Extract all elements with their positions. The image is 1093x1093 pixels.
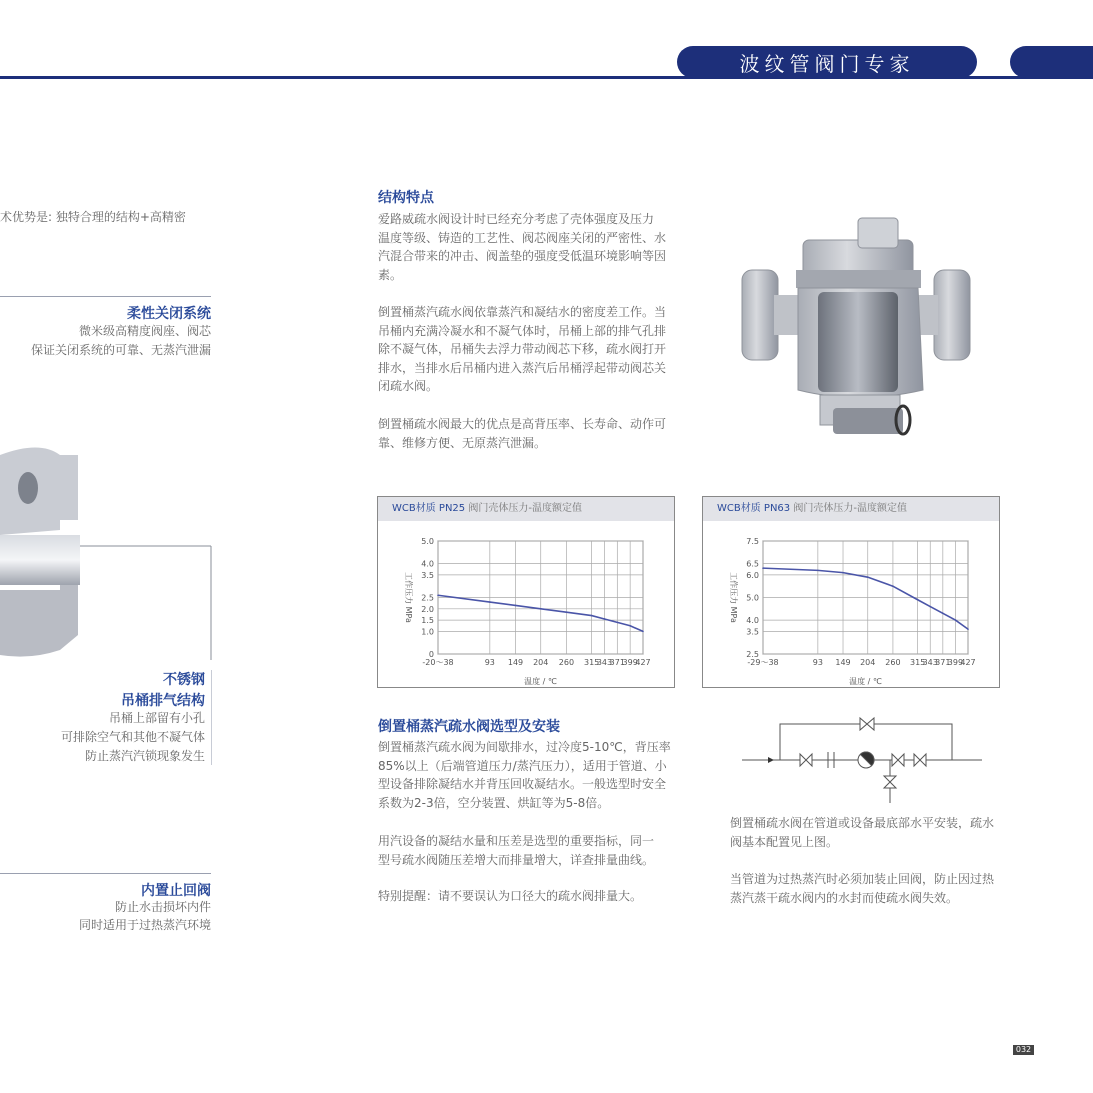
text-line: 当管道为过热蒸汽时必须加装止回阀，防止因过热 [730, 872, 995, 886]
text-line: 素。 [378, 267, 403, 282]
chart-pn63 [702, 496, 1000, 688]
structure-title: 结构特点 [378, 190, 434, 206]
feature2-line3: 防止蒸汽汽锁现象发生 [84, 749, 205, 763]
chart-pn63-plot [703, 521, 999, 687]
data-point [617, 622, 619, 624]
text-line: 倒置桶疏水阀最大的优点是高背压率、长寿命、动作可 [378, 417, 667, 431]
feature1-line1: 微米级高精度阀座、阀芯 [78, 324, 211, 338]
text-line: 系数为2-3倍，空分装置、烘缸等为5-8倍。 [378, 795, 610, 810]
feature3-rule [0, 873, 211, 874]
selection-para1 [378, 738, 671, 812]
chart-pn63-header [703, 497, 999, 521]
flange-illustration [0, 440, 215, 660]
x-tick-label: 371 [935, 658, 951, 667]
text-line: 闭疏水阀。 [378, 379, 439, 393]
left-intro: 术优势是: 独特合理的结构+高精密 [0, 210, 186, 224]
text-line: 靠、维修方便、无原蒸汽泄漏。 [378, 435, 547, 450]
feature1-line2: 保证关闭系统的可靠、无蒸汽泄漏 [30, 343, 211, 357]
x-tick-label: 427 [635, 658, 651, 667]
y-tick-label: 1.0 [421, 627, 434, 637]
structure-para2 [378, 303, 666, 396]
x-tick-label: 204 [533, 658, 549, 667]
feature2-title2: 吊桶排气结构 [121, 693, 205, 709]
x-axis-label: 温度 / ℃ [849, 677, 882, 686]
text-line: 85%以上（后端管道压力/蒸汽压力），适用于管道、小 [378, 758, 667, 773]
x-tick-label: 427 [960, 658, 976, 667]
data-point [955, 619, 957, 621]
x-tick-label: 260 [558, 658, 575, 667]
x-tick-label: 343 [922, 658, 938, 667]
y-axis-label: 工作压力 MPa [404, 572, 413, 623]
y-tick-label: 2.0 [421, 604, 434, 614]
y-tick-label: 0 [428, 650, 434, 659]
data-point [942, 613, 944, 615]
text-line: 倒置桶蒸汽疏水阀为间歇排水，过冷度5-10℃，背压率 [378, 740, 671, 754]
x-tick-label: 399 [947, 658, 964, 667]
x-tick-label: 371 [609, 658, 625, 667]
data-point [540, 608, 542, 610]
y-tick-label: 2.5 [421, 593, 434, 603]
text-line: 用汽设备的凝结水量和压差是选型的重要指标，同一 [378, 834, 655, 848]
chart-pn25-header [378, 497, 674, 521]
y-tick-label: 3.5 [746, 627, 759, 637]
feature1-title: 柔性关闭系统 [127, 306, 211, 322]
data-point [515, 605, 517, 607]
data-point [917, 599, 919, 601]
structure-para3 [378, 415, 666, 452]
x-tick-label: 399 [622, 658, 638, 667]
y-tick-label: 1.5 [421, 616, 434, 626]
x-tick-label: 149 [835, 658, 851, 667]
y-tick-label: 7.5 [746, 537, 759, 546]
data-point [437, 594, 439, 596]
x-tick-label: 315 [583, 658, 600, 667]
y-tick-label: 5.0 [421, 537, 434, 546]
y-tick-label: 4.0 [746, 616, 759, 626]
feature1-rule [0, 296, 211, 297]
install-para2 [730, 870, 994, 907]
data-point [591, 615, 593, 617]
piping-schematic [742, 708, 987, 808]
y-tick-label: 4.0 [421, 559, 434, 569]
selection-para3: 特别提醒：请不要误认为口径大的疏水阀排量大。 [378, 889, 643, 903]
y-tick-label: 6.0 [746, 570, 759, 580]
header-title: 波纹管阀门专家 [677, 46, 977, 78]
chart-pn25-title: WCB材质 PN25 [392, 503, 466, 514]
feature2-vline [211, 670, 212, 765]
feature2-title1: 不锈钢 [163, 672, 205, 688]
text-line: 型设备排除凝结水并背压回收凝结水。一般选型时安全 [378, 777, 667, 791]
x-tick-label: 204 [860, 658, 876, 667]
text-line: 汽混合带来的冲击、阀盖垫的强度受低温环境影响等因 [378, 249, 667, 263]
text-line: 型号疏水阀随压差增大而排量增大，详查排量曲线。 [378, 852, 655, 867]
data-point [867, 576, 869, 578]
selection-para2 [378, 832, 654, 869]
install-para1 [730, 814, 994, 851]
steam-trap-illustration [738, 210, 978, 450]
feature2-line2: 可排除空气和其他不凝气体 [60, 730, 205, 744]
feature3-line1: 防止水击损坏内件 [114, 900, 211, 914]
data-point [967, 628, 969, 630]
data-point [762, 567, 764, 569]
data-point [842, 572, 844, 574]
data-point [629, 625, 631, 627]
x-tick-label: 93 [812, 658, 823, 667]
structure-para1 [378, 210, 666, 284]
y-tick-label: 3.5 [421, 570, 434, 580]
x-axis-label: 温度 / ℃ [524, 677, 557, 686]
chart-pn25-plot [378, 521, 674, 687]
chart-pn25-subtitle: 阀门壳体压力-温度额定值 [468, 503, 582, 514]
y-axis-label: 工作压力 MPa [729, 572, 738, 623]
text-line: 蒸汽蒸干疏水阀内的水封而使疏水阀失效。 [730, 890, 959, 905]
x-tick-label: -29～38 [747, 658, 779, 667]
data-point [817, 570, 819, 572]
data-point [892, 585, 894, 587]
selection-title: 倒置桶蒸汽疏水阀选型及安装 [378, 719, 560, 735]
x-tick-label: 260 [885, 658, 901, 667]
x-tick-label: 149 [507, 658, 524, 667]
y-tick-label: 2.5 [746, 650, 759, 659]
x-tick-label: -20～38 [422, 658, 454, 667]
header-tab-decoration [1010, 46, 1093, 78]
feature2-line1: 吊桶上部留有小孔 [108, 711, 205, 725]
text-line: 倒置桶疏水阀在管道或设备最底部水平安装，疏水 [730, 816, 995, 830]
page-number: 032 [1013, 1045, 1034, 1055]
data-point [489, 601, 491, 603]
text-line: 阀基本配置见上图。 [730, 834, 839, 849]
text-line: 倒置桶蒸汽疏水阀依靠蒸汽和凝结水的密度差工作。当 [378, 305, 667, 319]
data-point [604, 618, 606, 620]
y-tick-label: 6.5 [746, 559, 759, 569]
text-line: 排水，当排水后吊桶内进入蒸汽后吊桶浮起带动阀芯关 [378, 360, 667, 375]
text-line: 吊桶内充满冷凝水和不凝气体时，吊桶上部的排气孔排 [378, 323, 667, 338]
y-tick-label: 5.0 [746, 593, 759, 603]
feature3-line2: 同时适用于过热蒸汽环境 [78, 918, 211, 932]
text-line: 除不凝气体，吊桶失去浮力带动阀芯下移，疏水阀打开 [378, 342, 667, 356]
chart-pn63-title: WCB材质 PN63 [717, 503, 791, 514]
chart-pn25 [377, 496, 675, 688]
data-point [642, 631, 644, 633]
x-tick-label: 93 [484, 658, 495, 667]
data-point [566, 611, 568, 613]
text-line: 爱路威疏水阀设计时已经充分考虑了壳体强度及压力 [378, 212, 655, 226]
x-tick-label: 315 [910, 658, 926, 667]
data-point [929, 606, 931, 608]
text-line: 温度等级、铸造的工艺性、阀芯阀座关闭的严密性、水 [378, 230, 667, 245]
chart-pn63-subtitle: 阀门壳体压力-温度额定值 [793, 503, 907, 514]
x-tick-label: 343 [596, 658, 613, 667]
feature3-title: 内置止回阀 [141, 883, 211, 899]
